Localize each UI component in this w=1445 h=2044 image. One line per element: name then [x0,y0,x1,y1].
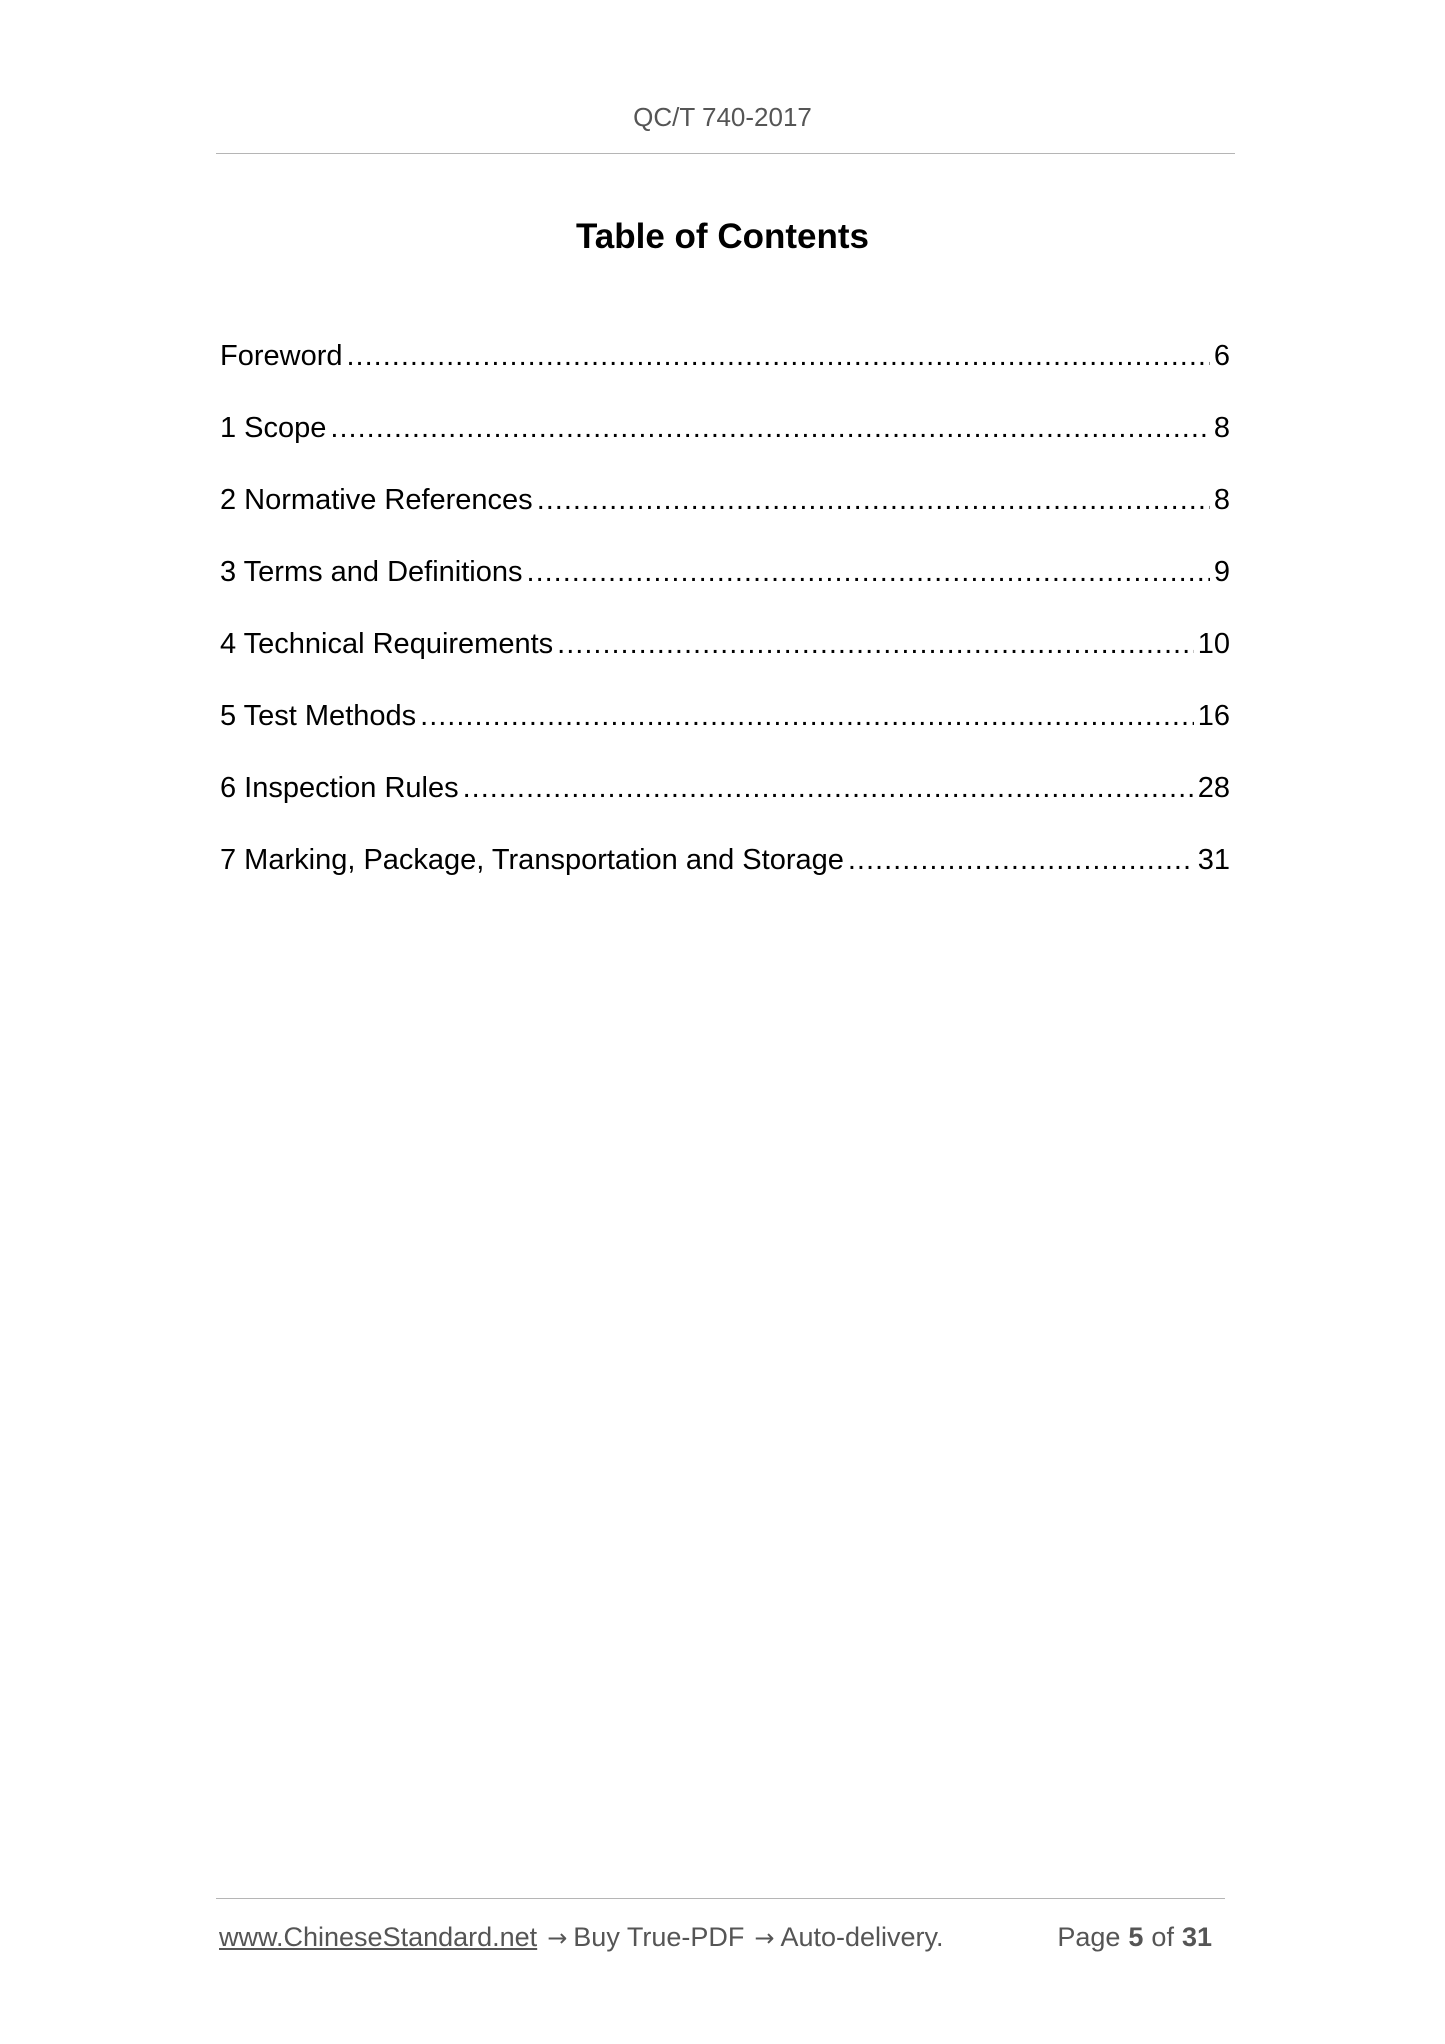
buy-true-pdf-text: Buy True-PDF [573,1922,745,1952]
toc-entry-inspection-rules[interactable] [220,770,1230,842]
toc-dot-leader [463,770,1194,806]
page-number [1057,1920,1220,1954]
toc-entry-technical-requirements[interactable] [220,626,1230,698]
page-word: Page [1057,1922,1121,1952]
toc-entry-marking-package-transportation-storage[interactable] [220,842,1230,914]
toc-entry-label: 4 Technical Requirements [220,628,554,660]
document-header: QC/T 740-2017 [633,102,812,132]
total-pages-number: 31 [1181,1922,1212,1952]
toc-entry-label: 1 Scope [220,412,327,444]
toc-entry-scope[interactable] [220,410,1230,482]
toc-dot-leader [330,410,1209,446]
toc-entry-page: 10 [1197,628,1230,660]
toc-entry-label: 3 Terms and Definitions [220,556,523,588]
footer-divider [216,1898,1225,1899]
of-word: of [1151,1922,1174,1952]
toc-entry-label: 5 Test Methods [220,700,417,732]
toc-dot-leader [527,554,1210,590]
toc-dot-leader [557,626,1194,662]
toc-entry-label: 7 Marking, Package, Transportation and Storage [220,844,844,876]
toc-entry-page: 8 [1213,412,1230,444]
toc-entry-label: Foreword [220,340,343,372]
chinese-standard-link[interactable]: www.ChineseStandard.net [219,1922,538,1952]
toc-entry-page: 6 [1213,340,1230,372]
toc-entry-page: 31 [1197,844,1230,876]
toc-dot-leader [420,698,1194,734]
toc-title: Table of Contents [576,217,869,256]
toc-entry-page: 9 [1213,556,1230,588]
right-arrow-icon: → [754,1924,775,1952]
auto-delivery-text: Auto-delivery. [780,1922,944,1952]
header-divider [216,153,1235,154]
toc-dot-leader [848,842,1194,878]
toc-entry-label: 2 Normative References [220,484,533,516]
toc-entry-label: 6 Inspection Rules [220,772,459,804]
toc-entry-test-methods[interactable] [220,698,1230,770]
footer-promo [219,1920,944,1955]
toc-entry-page: 8 [1213,484,1230,516]
toc-list [220,338,1230,914]
toc-entry-page: 16 [1197,700,1230,732]
toc-entry-normative-references[interactable] [220,482,1230,554]
toc-entry-terms-and-definitions[interactable] [220,554,1230,626]
toc-entry-foreword[interactable] [220,338,1230,410]
toc-entry-page: 28 [1197,772,1230,804]
current-page-number: 5 [1128,1922,1144,1952]
right-arrow-icon: → [547,1924,568,1952]
toc-dot-leader [347,338,1210,374]
toc-dot-leader [537,482,1210,518]
